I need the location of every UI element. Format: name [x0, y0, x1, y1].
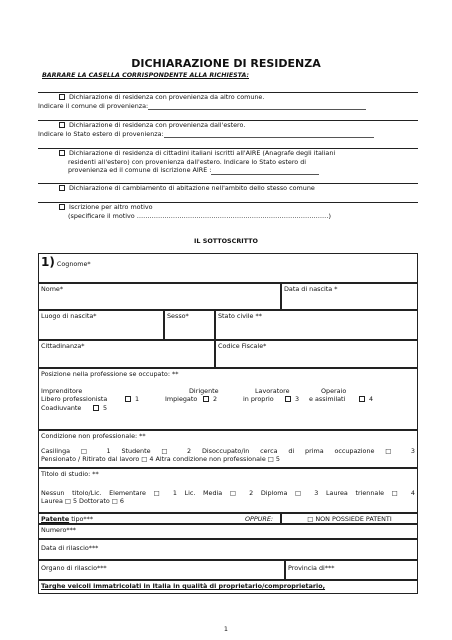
section-number: 1) — [41, 255, 55, 269]
nome-field[interactable]: Nome* — [38, 283, 281, 310]
checkbox[interactable] — [59, 94, 65, 100]
instruction-text: BARRARE LA CASELLA CORRISPONDENTE ALLA RICHIESTA: — [42, 72, 250, 79]
checkbox[interactable] — [59, 150, 65, 156]
data-nascita-field[interactable]: Data di nascita * — [281, 283, 418, 310]
patente-field[interactable]: Patente tipo*** OPPURE: — [38, 513, 281, 524]
checkbox[interactable] — [59, 204, 65, 210]
stato-civile-field[interactable]: Stato civile ** — [215, 310, 418, 340]
organo-rilascio-field[interactable]: Organo di rilascio*** — [38, 560, 285, 580]
comune-provenienza-field[interactable] — [148, 103, 366, 110]
page-number: 1 — [223, 625, 229, 633]
sesso-field[interactable]: Sesso* — [164, 310, 215, 340]
codice-fiscale-field[interactable]: Codice Fiscale* — [215, 340, 418, 368]
provincia-field[interactable]: Provincia di*** — [285, 560, 418, 580]
data-rilascio-field[interactable]: Data di rilascio*** — [38, 539, 418, 560]
option-altro-motivo: Iscrizione per altro motivo (specificare il motivo ………………………………………………………………………………) — [38, 202, 418, 220]
checkbox[interactable] — [359, 396, 365, 402]
aire-field[interactable] — [211, 168, 319, 175]
checkbox[interactable] — [285, 396, 291, 402]
option-cambio-abitazione: Dichiarazione di cambiamento di abitazione nell'ambito dello stesso comune — [38, 183, 418, 193]
option-aire: Dichiarazione di residenza di cittadini italiani iscritti all'AIRE (Anagrafe degli italiani residenti all'estero) con provenienza dall'estero. Indicare lo Stato estero di provenienza ed il comune di iscrizione AIRE : — [38, 148, 418, 175]
checkbox[interactable] — [203, 396, 209, 402]
checkbox[interactable] — [93, 405, 99, 411]
targhe-section: Targhe veicoli immatricolati in Italia in qualità di proprietario/comproprietario, — [38, 580, 418, 594]
cognome-field[interactable] — [38, 253, 418, 283]
cittadinanza-field[interactable]: Cittadinanza* — [38, 340, 215, 368]
posizione-section: Posizione nella professione se occupato: ** Imprenditore Dirigente Lavoratore Operaio Libero professionista 1 Impiegato 2 in proprio 3 e assimilati 4 Coadiuvante 5 — [38, 368, 418, 430]
cognome-label: Cognome* — [56, 260, 91, 268]
non-possiede-checkbox[interactable]: □ NON POSSIEDE PATENTI — [281, 513, 418, 524]
checkbox[interactable] — [59, 185, 65, 191]
option-estero: Dichiarazione di residenza con provenienza dall'estero. Indicare lo Stato estero di provenienza: — [38, 120, 418, 138]
condizione-section: Condizione non professionale: ** Casilinga □ 1 Studente □ 2 Disoccupato/in cerca di prima occupazione □ 3 Pensionato / Ritirato dal lavoro □ 4 Altra condizione non professionale □ 5 — [38, 430, 418, 468]
option-altro-comune: Dichiarazione di residenza con provenienza da altro comune. Indicare il comune di provenienza: — [38, 92, 418, 110]
document-title: DICHIARAZIONE DI RESIDENZA — [131, 57, 321, 70]
titolo-studio-section: Titolo di studio: ** Nessun titolo/Lic. Elementare □ 1 Lic. Media □ 2 Diploma □ 3 Laurea triennale □ 4 Laurea □ 5 Dottorato □ 6 — [38, 468, 418, 513]
stato-estero-field[interactable] — [164, 131, 374, 138]
checkbox[interactable] — [59, 122, 65, 128]
numero-field[interactable]: Numero*** — [38, 524, 418, 539]
subheading: IL SOTTOSCRITTO — [194, 237, 258, 245]
luogo-nascita-field[interactable]: Luogo di nascita* — [38, 310, 164, 340]
checkbox[interactable] — [125, 396, 131, 402]
